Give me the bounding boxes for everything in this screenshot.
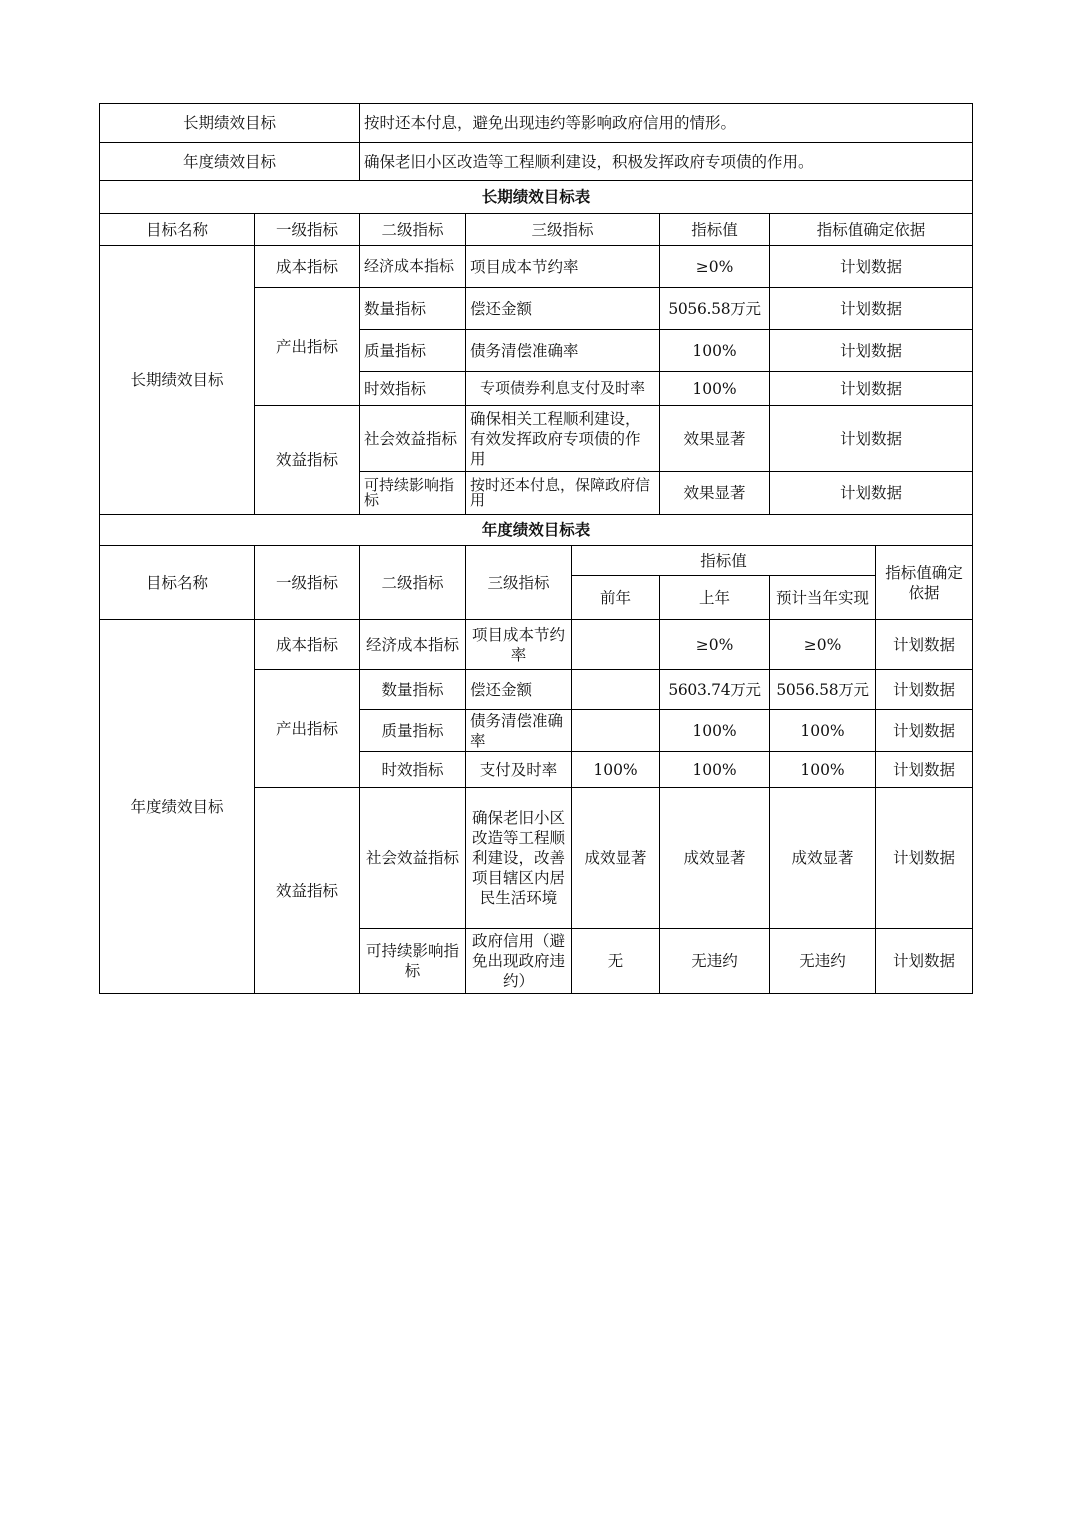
value-current: ≥0%: [770, 620, 876, 670]
value-last: ≥0%: [660, 620, 770, 670]
value-last: 100%: [660, 752, 770, 788]
indicator-l2: 可持续影响指标: [360, 472, 466, 515]
col-header-name: 目标名称: [100, 546, 255, 620]
indicator-basis: 计划数据: [876, 710, 973, 752]
indicator-value: 效果显著: [660, 406, 770, 472]
indicator-basis: 计划数据: [770, 330, 973, 372]
annual-goal-label: 年度绩效目标: [100, 143, 360, 181]
indicator-l3: 专项债券利息支付及时率: [466, 372, 660, 406]
col-header-level1: 一级指标: [255, 214, 360, 246]
indicator-value: 5056.58万元: [660, 288, 770, 330]
indicator-basis: 计划数据: [770, 472, 973, 515]
value-current: 无违约: [770, 929, 876, 994]
indicator-basis: 计划数据: [876, 670, 973, 710]
col-header-level1: 一级指标: [255, 546, 360, 620]
indicator-l3: 确保相关工程顺利建设，有效发挥政府专项债的作用: [466, 406, 660, 472]
value-last: 成效显著: [660, 788, 770, 929]
value-prev: [572, 710, 660, 752]
indicator-l3: 债务清偿准确率: [466, 710, 572, 752]
col-header-value: 指标值: [660, 214, 770, 246]
indicator-value: 100%: [660, 330, 770, 372]
group-benefit: 效益指标: [255, 788, 360, 994]
long-goal-label: 长期绩效目标: [100, 104, 360, 143]
value-current: 100%: [770, 710, 876, 752]
indicator-basis: 计划数据: [876, 620, 973, 670]
indicator-l2: 时效指标: [360, 372, 466, 406]
indicator-value: ≥0%: [660, 246, 770, 288]
annual-table-title: 年度绩效目标表: [100, 515, 973, 546]
indicator-l3: 偿还金额: [466, 288, 660, 330]
indicator-basis: 计划数据: [876, 788, 973, 929]
table-row: [100, 620, 973, 670]
indicator-value: 效果显著: [660, 472, 770, 515]
indicator-basis: 计划数据: [876, 929, 973, 994]
indicator-basis: 计划数据: [770, 406, 973, 472]
group-output: 产出指标: [255, 670, 360, 788]
indicator-l3: 项目成本节约率: [466, 620, 572, 670]
indicator-basis: 计划数据: [770, 246, 973, 288]
indicator-l2: 质量指标: [360, 710, 466, 752]
annual-goal-row: [100, 143, 973, 181]
indicator-l2: 可持续影响指标: [360, 929, 466, 994]
indicator-l2: 质量指标: [360, 330, 466, 372]
col-header-last: 上年: [660, 576, 770, 620]
indicator-l3: 项目成本节约率: [466, 246, 660, 288]
col-header-level3: 三级指标: [466, 214, 660, 246]
indicator-l2: 数量指标: [360, 670, 466, 710]
group-output: 产出指标: [255, 288, 360, 406]
performance-table: [99, 103, 973, 994]
indicator-basis: 计划数据: [770, 288, 973, 330]
long-goal-text: 按时还本付息，避免出现违约等影响政府信用的情形。: [360, 104, 973, 143]
col-header-name: 目标名称: [100, 214, 255, 246]
indicator-l3: 支付及时率: [466, 752, 572, 788]
long-table-title-row: [100, 181, 973, 214]
value-prev: 100%: [572, 752, 660, 788]
value-current: 成效显著: [770, 788, 876, 929]
indicator-l2: 时效指标: [360, 752, 466, 788]
indicator-basis: 计划数据: [876, 752, 973, 788]
value-current: 5056.58万元: [770, 670, 876, 710]
col-header-basis: 指标值确定依据: [770, 214, 973, 246]
long-goal-row: [100, 104, 973, 143]
value-last: 100%: [660, 710, 770, 752]
annual-table-title-row: [100, 515, 973, 546]
indicator-value: 100%: [660, 372, 770, 406]
annual-goal-text: 确保老旧小区改造等工程顺利建设，积极发挥政府专项债的作用。: [360, 143, 973, 181]
indicator-l3: 政府信用（避免出现政府违约）: [466, 929, 572, 994]
indicator-l3: 按时还本付息，保障政府信用: [466, 472, 660, 515]
performance-goal-sheet: [99, 103, 972, 994]
indicator-l2: 社会效益指标: [360, 406, 466, 472]
long-goal-name: 长期绩效目标: [100, 246, 255, 515]
value-prev: 无: [572, 929, 660, 994]
indicator-l2: 经济成本指标: [360, 246, 466, 288]
table-row: [100, 246, 973, 288]
col-header-value: 指标值: [572, 546, 876, 576]
value-current: 100%: [770, 752, 876, 788]
indicator-l3: 债务清偿准确率: [466, 330, 660, 372]
col-header-level3: 三级指标: [466, 546, 572, 620]
group-cost: 成本指标: [255, 620, 360, 670]
value-last: 无违约: [660, 929, 770, 994]
value-prev: 成效显著: [572, 788, 660, 929]
col-header-current: 预计当年实现: [770, 576, 876, 620]
long-table-title: 长期绩效目标表: [100, 181, 973, 214]
annual-header-row: [100, 546, 973, 576]
indicator-l2: 社会效益指标: [360, 788, 466, 929]
indicator-l3: 确保老旧小区改造等工程顺利建设，改善项目辖区内居民生活环境: [466, 788, 572, 929]
group-cost: 成本指标: [255, 246, 360, 288]
col-header-level2: 二级指标: [360, 546, 466, 620]
value-last: 5603.74万元: [660, 670, 770, 710]
long-header-row: [100, 214, 973, 246]
value-prev: [572, 620, 660, 670]
indicator-l2: 经济成本指标: [360, 620, 466, 670]
col-header-level2: 二级指标: [360, 214, 466, 246]
col-header-basis: 指标值确定依据: [876, 546, 973, 620]
indicator-l3: 偿还金额: [466, 670, 572, 710]
col-header-prev: 前年: [572, 576, 660, 620]
indicator-l2: 数量指标: [360, 288, 466, 330]
annual-goal-name: 年度绩效目标: [100, 620, 255, 994]
group-benefit: 效益指标: [255, 406, 360, 515]
indicator-basis: 计划数据: [770, 372, 973, 406]
value-prev: [572, 670, 660, 710]
